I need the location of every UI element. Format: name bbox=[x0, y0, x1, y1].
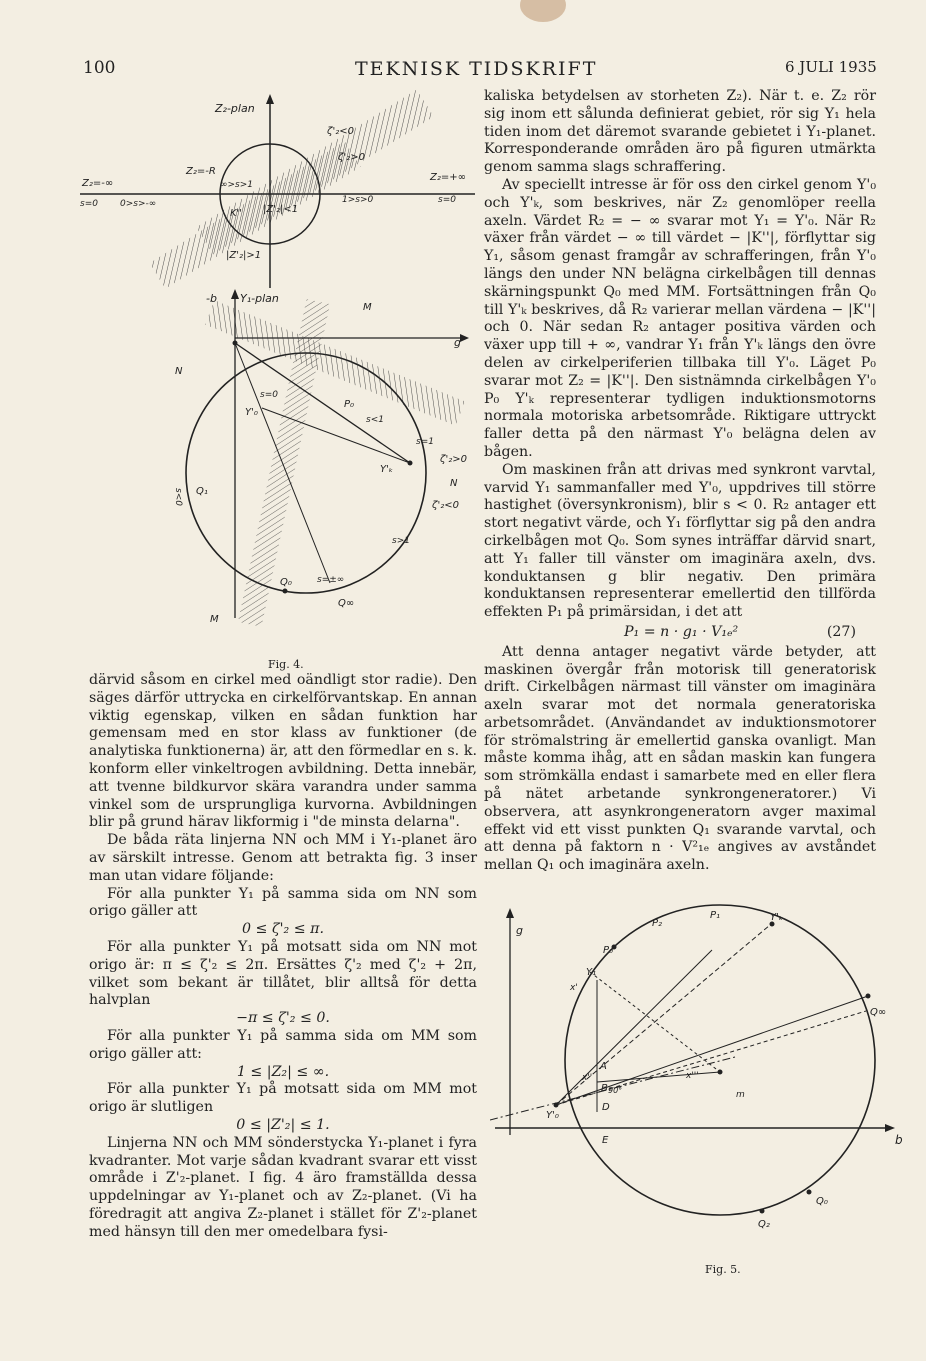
p0-label: P₀ bbox=[603, 945, 614, 956]
figure-5 bbox=[490, 900, 910, 1270]
figure-4 bbox=[80, 88, 480, 648]
m-bottom-label: M bbox=[210, 614, 219, 625]
s-range-label: 0>s>-∞ bbox=[120, 199, 157, 209]
fig4-caption: Fig. 4. bbox=[268, 658, 304, 671]
equation: 0 ≤ ζ'₂ ≤ π. bbox=[242, 921, 324, 938]
left-paragraph: För alla punkter Y₁ på samma sida om MM som origo gäller att: bbox=[89, 1027, 477, 1062]
left-column bbox=[89, 672, 477, 1242]
b-point-label: B bbox=[601, 1083, 608, 1094]
left-paragraph: För alla punkter Y₁ på motsatt sida om NN mot origo är: π ≤ ζ'₂ ≤ 2π. Ersättes ζ'₂ med ζ'₂ + 2π, vilket som bekant är tillåtet, blir alltså för detta halvplan bbox=[89, 938, 477, 1009]
zeta-neg-label: ζ'₂<0 bbox=[327, 126, 354, 137]
q1-label: Q₁ bbox=[196, 486, 208, 497]
left-paragraph: De båda räta linjerna NN och MM i Y₁-planet äro av särskilt intresse. Genom att betrakta fig. 3 inser man utan vidare följande: bbox=[89, 832, 477, 884]
y1-plan-label: Y₁-plan bbox=[240, 292, 279, 305]
yk-label: Y'ₖ bbox=[770, 912, 784, 923]
x-dd-label: x'' bbox=[582, 1073, 593, 1083]
z-lt-1-label: |Z'₂|<1 bbox=[263, 204, 299, 215]
equation: 0 ≤ |Z'₂| ≤ 1. bbox=[236, 1116, 330, 1133]
z2-plus-inf-label: Z₂=+∞ bbox=[430, 172, 466, 183]
x-ddd-label: x''' bbox=[686, 1071, 699, 1081]
p2-label: P₂ bbox=[652, 918, 663, 929]
zeta-pos2-label: ζ'₂>0 bbox=[440, 454, 467, 465]
m-label: m bbox=[736, 1090, 745, 1100]
q-inf-label: Q∞ bbox=[338, 598, 355, 609]
zeta-neg2-label: ζ'₂<0 bbox=[432, 500, 459, 511]
left-paragraph: För alla punkter Y₁ på motsatt sida om MM mot origo är slutligen bbox=[89, 1081, 477, 1116]
yk-label: Y'ₖ bbox=[380, 464, 394, 475]
z2-plan-label: Z₂-plan bbox=[215, 102, 255, 115]
left-paragraph: För alla punkter Y₁ på samma sida om NN som origo gäller att bbox=[89, 885, 477, 920]
z2-minus-inf-label: Z₂=-∞ bbox=[82, 178, 114, 189]
left-paragraph: därvid såsom en cirkel med oändligt stor radie). Den säges därför uttrycka en cirkelförvantskap. En annan viktig egenskap, vilken en sådan funktion har gemensam med en stor klass av funktioner (de analytiska funktionerna) är, att den förmedlar en s. k. konform eller vinkeltrogen avbildning. Detta innebär, att tvenne bildkurvor skära varandra under samma vinkel som de ursprungliga kurvorna. Avbildningen blir på grund härav likformig i "de minsta delarna". bbox=[89, 672, 477, 831]
journal-title: TEKNISK TIDSKRIFT bbox=[355, 58, 598, 80]
s0-right-label: s=0 bbox=[438, 195, 456, 205]
right-paragraph: kaliska betydelsen av storheten Z₂). När t. e. Z₂ rör sig inom ett sålunda definierat gebiet, rör sig Y₁ hela tiden inom det däremot svarande gebietet i Y₁-planet. Korresponderande områden äro på figuren utmärkta genom samma slags schraffering. bbox=[484, 88, 876, 176]
page-header bbox=[0, 58, 926, 82]
s0-left-label: s=0 bbox=[80, 199, 98, 209]
equation: −π ≤ ζ'₂ ≤ 0. bbox=[236, 1010, 330, 1027]
y0-label: Y'₀ bbox=[546, 1110, 559, 1121]
s-eq-1-label: s=1 bbox=[416, 437, 434, 447]
m-top-label: M bbox=[363, 302, 372, 313]
g-label: g bbox=[516, 924, 523, 937]
p1-label: P₁ bbox=[710, 910, 721, 921]
stain bbox=[520, 0, 566, 22]
minus-b-label: -b bbox=[206, 292, 217, 305]
p0-label: P₀ bbox=[344, 399, 355, 410]
a-label: A bbox=[600, 1061, 607, 1072]
q2-label: Q₂ bbox=[758, 1219, 770, 1230]
q-inf-label: Q∞ bbox=[870, 1007, 887, 1018]
y1-label: Y₁ bbox=[586, 967, 597, 978]
k-dd-label: K'' bbox=[230, 208, 243, 219]
s-pm-inf-label: s=±∞ bbox=[317, 575, 345, 585]
angle-label: 90° bbox=[608, 1086, 623, 1095]
e-label: E bbox=[602, 1135, 609, 1146]
y0-label: Y'₀ bbox=[245, 407, 258, 418]
s-lt-1-label: s<1 bbox=[366, 415, 384, 425]
issue-date: 6 JULI 1935 bbox=[785, 58, 877, 76]
d-label: D bbox=[602, 1102, 610, 1113]
s-gt-1-lower-label: s>1 bbox=[392, 536, 410, 546]
z2-minus-r-label: Z₂=-R bbox=[186, 166, 216, 177]
q0-label: Q₀ bbox=[816, 1196, 828, 1207]
equation-27 bbox=[484, 622, 876, 644]
equation-number: (27) bbox=[826, 623, 856, 640]
s-gt-1-label: ∞>s>1 bbox=[220, 180, 253, 190]
right-paragraph: Av speciellt intresse är för oss den cirkel genom Y'₀ och Y'ₖ, som beskrives, när Z₂ genomlöper reella axeln. Värdet R₂ = − ∞ svarar mot Y₁ = Y'₀. När R₂ växer från värdet − ∞ till värdet − |K''|, förflyttar sig Y₁, såsom genast framgår av schrafferingen, från Y'₀ längs den under NN belägna cirkelbågen till dennas skärningspunkt Q₀ med MM. Fortsättningen från Q₀ till Y'ₖ beskrives, då R₂ varierar mellan värdena − |K''| och 0. När sedan R₂ antager positiva värden och växer upp till + ∞, vandrar Y₁ från Y'ₖ längs den övre delen av cirkelperiferien tillbaka till Y'₀. Läget P₀ svarar mot Z₂ = |K''|. Den sistnämnda cirkelbågen Y'₀ P₀ Y'ₖ representerar tydligen induktionsmotorns normala motoriska arbetsområde. Riktigare uttryckt faller detta på den närmast Y'₀ belägna delen av bågen. bbox=[484, 176, 876, 460]
zeta-pos-label: ζ'₂>0 bbox=[338, 152, 365, 163]
fig5-caption: Fig. 5. bbox=[705, 1263, 741, 1276]
q0-label: Q₀ bbox=[280, 577, 292, 588]
s0-mid-label: s=0 bbox=[260, 390, 278, 400]
right-column bbox=[484, 88, 876, 875]
n-left-label: N bbox=[175, 366, 183, 377]
z-gt-1-label: |Z'₂|>1 bbox=[226, 250, 262, 261]
equation-body: P₁ = n · g₁ · V₁ₑ² bbox=[624, 623, 739, 640]
page-number: 100 bbox=[83, 58, 116, 78]
right-paragraph: Att denna antager negativt värde betyder, att maskinen övergår från motorisk till generatorisk drift. Cirkelbågen närmast till vänster om imaginära axeln svarar mot det normala generatoriska arbetsområdet. (Användandet av induktionsmotorer för strömalstring är emellertid ganska ovanligt. Man måste komma ihåg, att en sådan maskin kan fungera som strömkälla endast i samarbete med en eller flera på nätet arbetande synkrongeneratorer.) Vi observera, att asynkrongeneratorn avger maximal effekt vid ett visst punkten Q₁ svarande varvtal, och att denna på faktorn n · V²₁ₑ angives av avståndet mellan Q₁ och imaginära axeln. bbox=[484, 643, 876, 874]
s-neg-label: s<0 bbox=[173, 488, 183, 506]
right-paragraph: Om maskinen från att drivas med synkront varvtal, varvid Y₁ sammanfaller med Y'₀, uppdrives till större hastighet (översynkronism), blir s < 0. R₂ antager ett stort negativt värde, och Y₁ förflyttar sig på den andra cirkelbågen mot Q₀. Som synes inträffar därvid snart, att Y₁ faller till vänster om imaginära axeln, dvs. konduktansen g blir negativ. Den primära konduktansen representerar emellertid den tillförda effekten P₁ på primärsidan, i det att bbox=[484, 461, 876, 621]
n-right-label: N bbox=[450, 478, 458, 489]
x-prime-label: x' bbox=[570, 983, 578, 993]
one-s-zero-label: 1>s>0 bbox=[342, 195, 374, 205]
g-axis-label: g bbox=[454, 336, 461, 349]
left-paragraph: Linjerna NN och MM sönderstycka Y₁-planet i fyra kvadranter. Mot varje sådan kvadrant svarar ett visst område i Z'₂-planet. I fig. 4 äro framställda dessa uppdelningar av Y₁-planet och av Z₂-planet. (Vi ha föredragit att angiva Z₂-planet i stället för Z'₂-planet med hänsyn till den mer omedelbara fysi- bbox=[89, 1134, 477, 1240]
equation: 1 ≤ |Z₂| ≤ ∞. bbox=[236, 1063, 330, 1080]
b-axis-label: b bbox=[895, 1133, 903, 1147]
